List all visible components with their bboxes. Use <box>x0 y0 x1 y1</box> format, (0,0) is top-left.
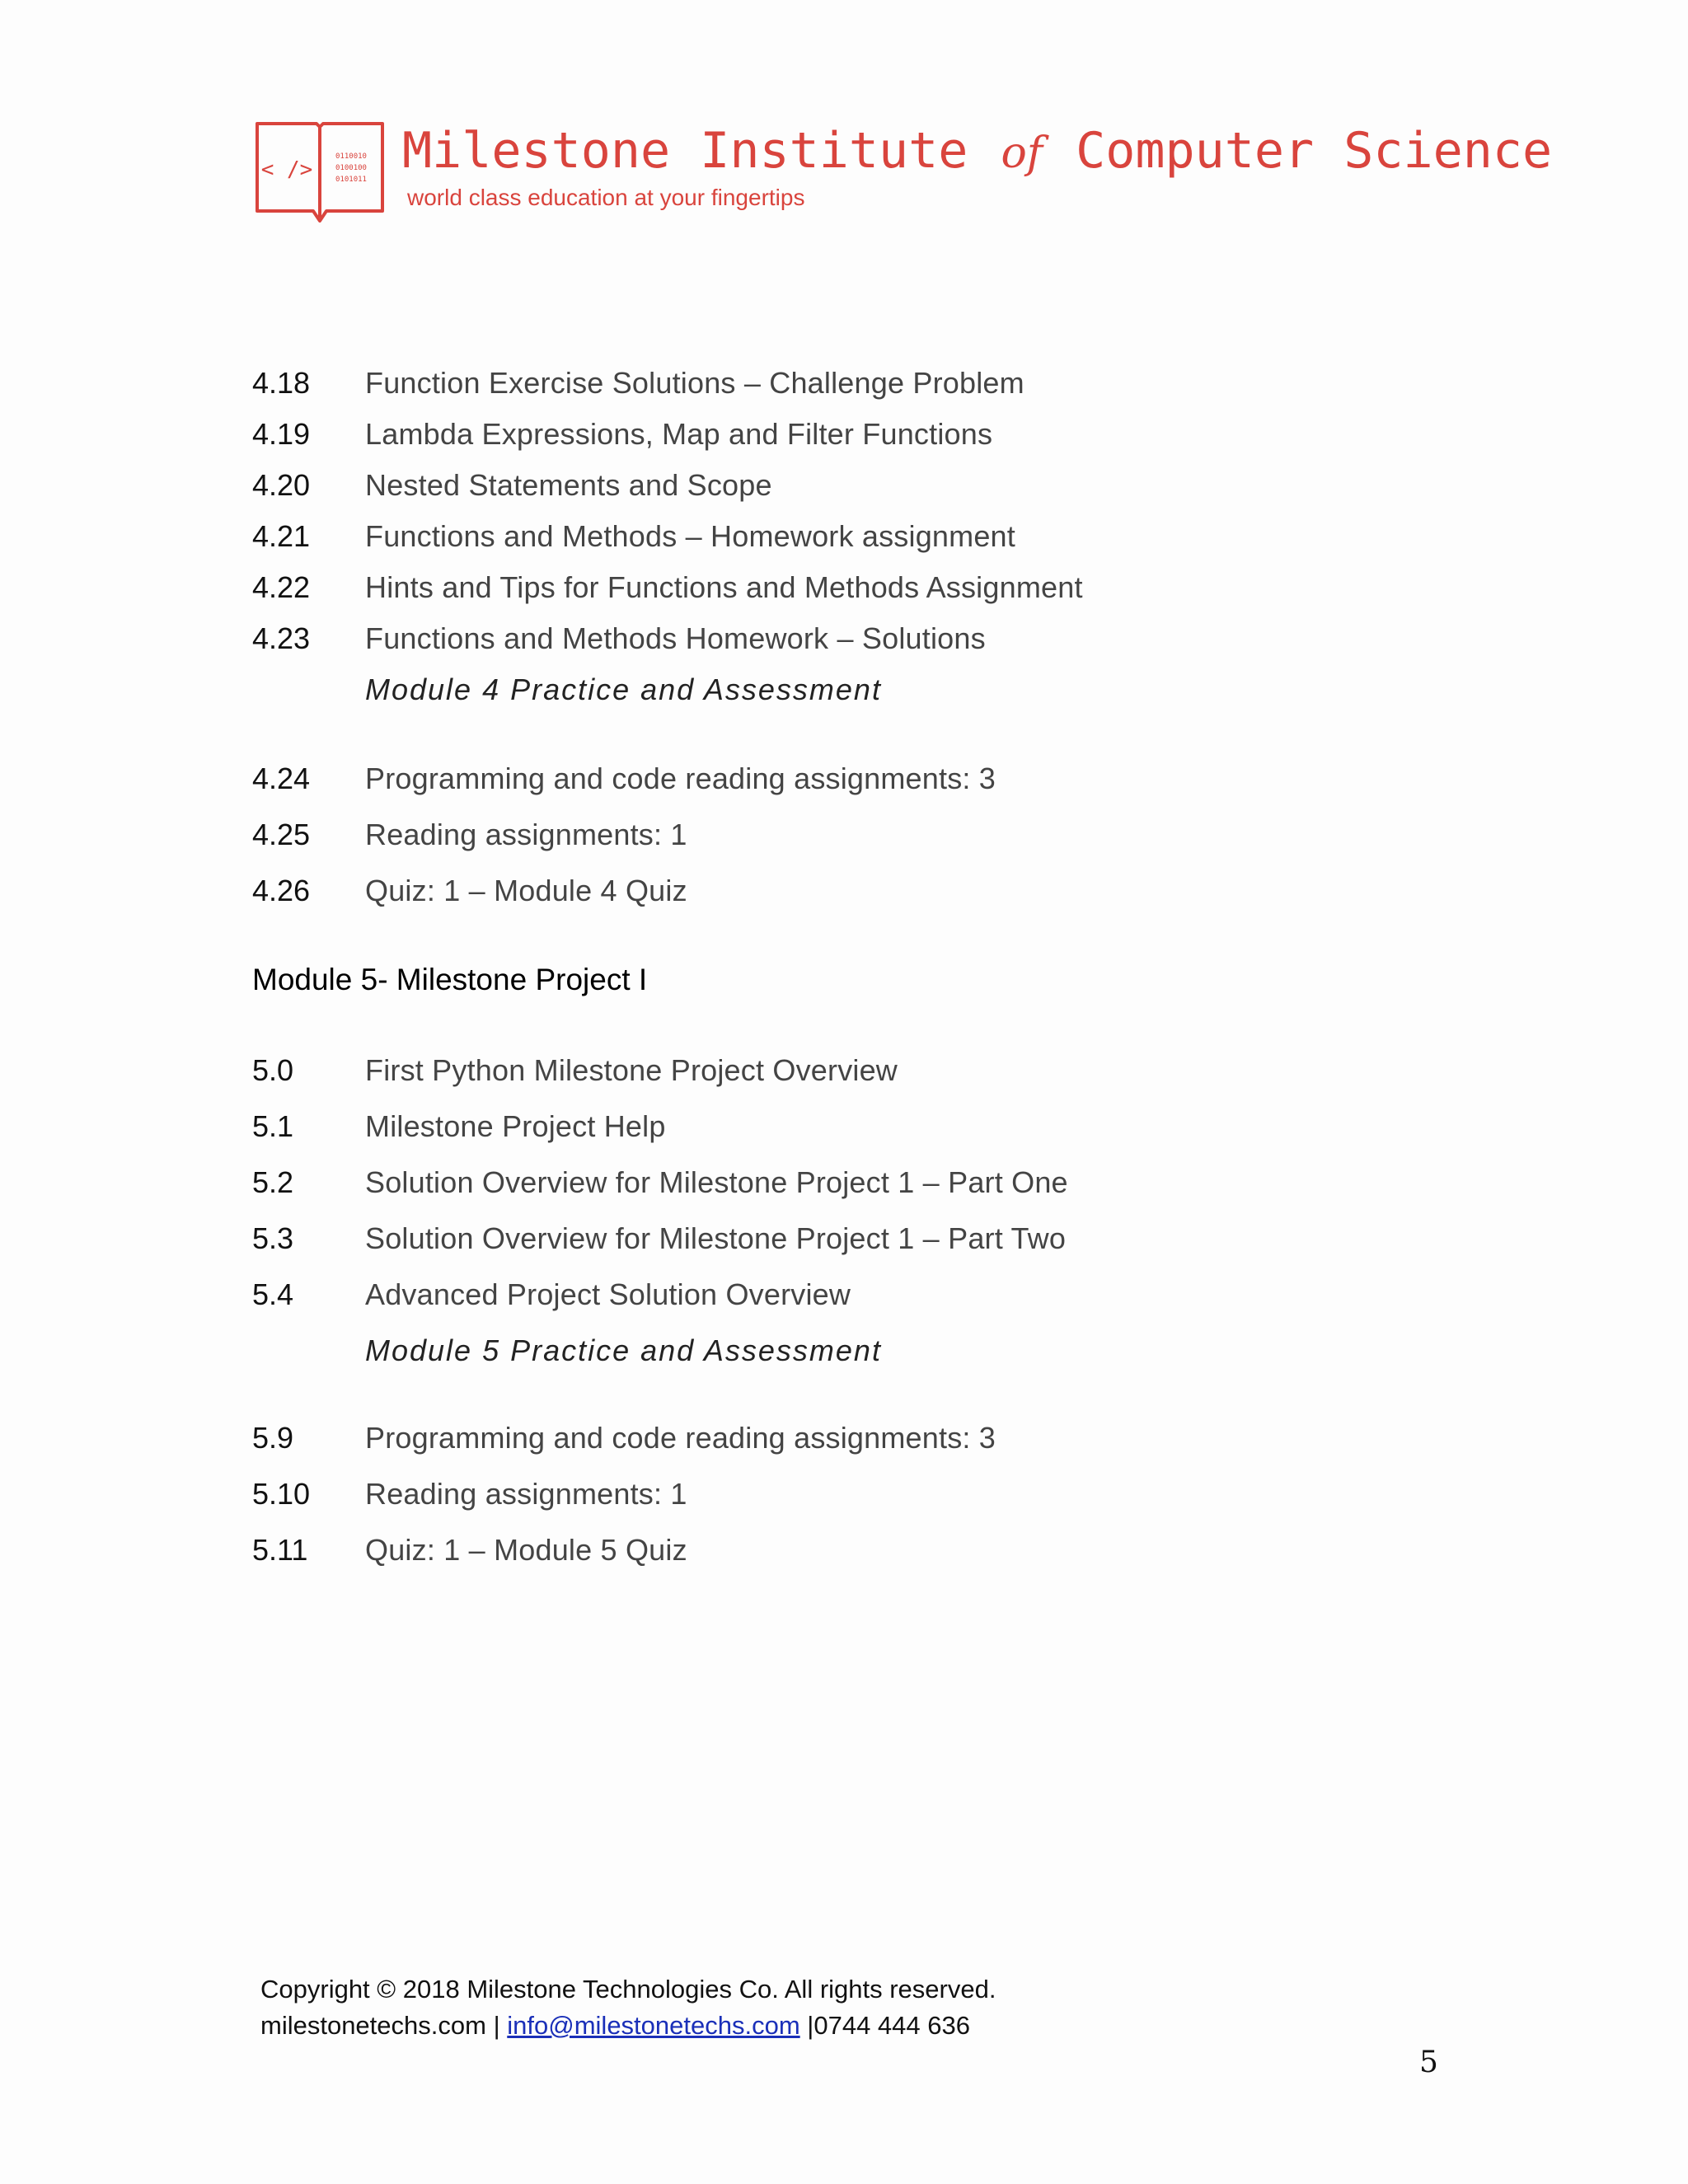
page-number: 5 <box>1419 2046 1438 2079</box>
item-title: Hints and Tips for Functions and Methods Assignment <box>365 570 1083 604</box>
item-number: 5.11 <box>252 1533 308 1567</box>
item-title: First Python Milestone Project Overview <box>365 1053 898 1087</box>
institute-name-of: of <box>1001 129 1043 178</box>
item-title: Lambda Expressions, Map and Filter Functions <box>365 417 993 451</box>
module4-practice-heading: Module 4 Practice and Assessment <box>365 673 882 706</box>
institute-name-part1: Milestone Institute <box>402 122 968 180</box>
item-title: Quiz: 1 – Module 4 Quiz <box>365 874 687 907</box>
separator: | <box>807 2011 814 2040</box>
book-logo-icon <box>254 120 386 226</box>
item-number: 5.9 <box>252 1421 294 1455</box>
item-number: 5.0 <box>252 1053 294 1087</box>
separator: | <box>493 2011 500 2040</box>
contact-line <box>260 2011 970 2041</box>
item-title: Advanced Project Solution Overview <box>365 1277 851 1311</box>
logo-code-text: < /> <box>260 157 313 182</box>
item-title: Function Exercise Solutions – Challenge Problem <box>365 366 1025 400</box>
item-number: 5.3 <box>252 1221 294 1255</box>
institute-name <box>402 122 1552 180</box>
item-number: 4.24 <box>252 762 311 795</box>
item-number: 5.2 <box>252 1165 294 1199</box>
item-number: 4.21 <box>252 519 311 553</box>
module5-heading: Module 5- Milestone Project I <box>252 963 648 996</box>
item-title: Programming and code reading assignments: 3 <box>365 762 996 795</box>
logo-bits-3: 0101011 <box>335 176 367 184</box>
item-title: Nested Statements and Scope <box>365 468 772 502</box>
item-title: Functions and Methods – Homework assignment <box>365 519 1015 553</box>
item-number: 4.26 <box>252 874 311 907</box>
institute-name-part2: Computer Science <box>1076 122 1553 180</box>
item-title: Functions and Methods Homework – Solutions <box>365 621 986 655</box>
item-number: 5.4 <box>252 1277 294 1311</box>
copyright-notice: Copyright © 2018 Milestone Technologies Co. All rights reserved. <box>260 1975 996 2004</box>
item-number: 4.22 <box>252 570 311 604</box>
item-title: Milestone Project Help <box>365 1109 666 1143</box>
website-text: milestonetechs.com <box>260 2011 486 2040</box>
phone-text: 0744 444 636 <box>814 2011 970 2040</box>
item-title: Programming and code reading assignments: 3 <box>365 1421 996 1455</box>
item-title: Reading assignments: 1 <box>365 818 687 851</box>
tagline: world class education at your fingertips <box>407 185 805 210</box>
item-number: 4.25 <box>252 818 311 851</box>
item-title: Solution Overview for Milestone Project 1 – Part One <box>365 1165 1068 1199</box>
item-title: Solution Overview for Milestone Project 1 – Part Two <box>365 1221 1067 1255</box>
item-number: 4.18 <box>252 366 311 400</box>
item-title: Quiz: 1 – Module 5 Quiz <box>365 1533 687 1567</box>
item-number: 5.1 <box>252 1109 294 1143</box>
item-number: 5.10 <box>252 1477 311 1511</box>
item-number: 4.20 <box>252 468 311 502</box>
email-link[interactable]: info@milestonetechs.com <box>507 2011 800 2040</box>
item-title: Reading assignments: 1 <box>365 1477 687 1511</box>
item-number: 4.19 <box>252 417 311 451</box>
module5-practice-heading: Module 5 Practice and Assessment <box>365 1333 882 1367</box>
logo-bits-2: 0100100 <box>335 164 367 172</box>
item-number: 4.23 <box>252 621 311 655</box>
logo-bits-1: 0110010 <box>335 152 367 161</box>
